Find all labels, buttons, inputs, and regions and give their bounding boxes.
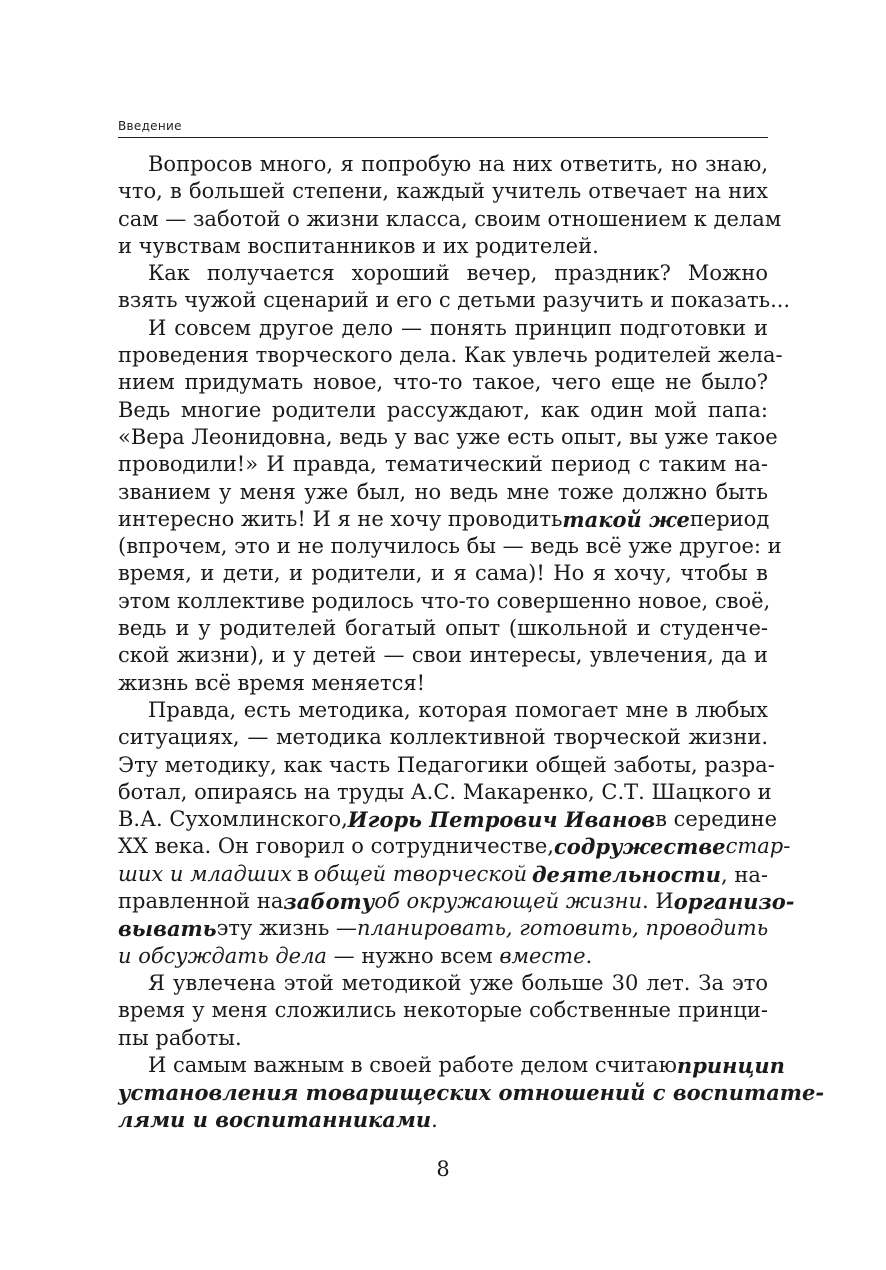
text-segment: , на- [721, 862, 768, 887]
text-line [118, 915, 768, 942]
emphasis-text: деятельности [531, 861, 722, 887]
paragraph-4 [118, 697, 795, 970]
text-line [118, 806, 778, 833]
text-segment: интересно жить! И я не хочу проводить [118, 506, 563, 531]
paragraph-5 [118, 970, 768, 1052]
paragraph-6 [118, 1052, 825, 1134]
text-line: званием у меня уже был, но ведь мне тоже должно быть [118, 479, 768, 504]
text-segment: правленной на [118, 889, 284, 914]
text-line: Эту методику, как часть Педагогики общей заботы, разра- [118, 752, 775, 777]
paragraph-2 [118, 260, 791, 315]
text-line: и чувствам воспитанников и их родителей. [118, 233, 599, 258]
text-line: Я увлечена этой методикой уже больше 30 лет. За это [148, 970, 768, 995]
text-line: взять чужой сценарий и его с детьми разучить и показать... [118, 288, 791, 313]
text-segment: эту жизнь — [216, 916, 357, 941]
text-line: жизнь всё время меняется! [118, 670, 426, 695]
italic-text: общей творческой [313, 861, 528, 886]
text-line: И совсем другое дело — понять принцип подготовки и [148, 315, 768, 340]
emphasis-text: лями и воспитанниками [118, 1107, 432, 1133]
text-line: что, в большей степени, каждый учитель отвечает на них [118, 179, 768, 204]
emphasis-line: установления товарищеских отношений с воспитате- [118, 1080, 825, 1106]
emphasis-text: организо- [673, 889, 795, 915]
running-header [118, 118, 768, 140]
text-line: время, и дети, и родители, и я сама)! Но я хочу, чтобы в [118, 561, 768, 586]
text-segment: . [431, 1108, 438, 1133]
text-line [118, 506, 768, 533]
text-line: сам — заботой о жизни класса, своим отношением к делам [118, 206, 782, 231]
text-segment: . [585, 943, 593, 968]
text-line: нием придумать новое, что-то такое, чего еще не было? [118, 370, 768, 395]
italic-text: и обсуждать дела [118, 943, 327, 968]
text-line: Правда, есть методика, которая помогает мне в любых [148, 697, 768, 722]
text-line [118, 833, 791, 860]
text-line [118, 888, 795, 915]
emphasis-text: содружестве [553, 834, 726, 860]
emphasis-text: Игорь Петрович Иванов [347, 807, 656, 833]
text-segment: период [689, 506, 770, 531]
paragraph-3 [118, 315, 783, 697]
text-line: ситуациях, — методика коллективной творческой жизни. [118, 725, 768, 750]
text-line: ской жизни), и у детей — свои интересы, увлечения, да и [118, 643, 768, 668]
text-line: этом коллективе родилось что-то совершенно новое, своё, [118, 588, 771, 613]
emphasis-text: принцип [676, 1052, 785, 1078]
italic-text: об окружающей жизни [374, 889, 643, 914]
italic-text: планировать, готовить, проводить [356, 916, 769, 941]
header-rule [118, 137, 768, 138]
text-line: Ведь многие родители рассуждают, как один мой папа: [118, 397, 768, 422]
text-segment: В.А. Сухомлинского, [118, 807, 348, 832]
text-segment: в [296, 861, 309, 886]
text-segment: в середине [655, 807, 778, 832]
text-line: ведь и у родителей богатый опыт (школьной и студенче- [118, 616, 768, 641]
text-segment: . И [642, 889, 674, 914]
text-line: (впрочем, это и не получилось бы — ведь всё уже другое: и [118, 534, 782, 559]
italic-text: стар- [725, 834, 791, 859]
text-line: «Вера Леонидовна, ведь у вас уже есть опыт, вы уже такое [118, 424, 778, 449]
paragraph-1 [118, 151, 782, 260]
text-line: проведения творческого дела. Как увлечь родителей жела- [118, 343, 783, 368]
text-segment: — нужно всем [333, 943, 493, 968]
page-number: 8 [436, 1157, 450, 1181]
text-line [118, 1106, 768, 1133]
italic-text: вместе [499, 943, 586, 968]
text-line [118, 943, 768, 970]
italic-text: ших и младших [118, 861, 293, 886]
emphasis-text: заботу [283, 889, 375, 915]
text-line: Вопросов много, я попробую на них ответить, но знаю, [148, 152, 768, 176]
text-line: пы работы. [118, 1025, 242, 1050]
emphasis-text: вывать [118, 916, 217, 942]
text-line [118, 861, 768, 888]
text-segment: XX века. Он говорил о сотрудничестве, [118, 834, 554, 859]
text-line: проводили!» И правда, тематический период с таким на- [118, 452, 768, 477]
text-line [118, 1052, 785, 1079]
text-line: ботал, опираясь на труды А.С. Макаренко, С.Т. Шацкого и [118, 779, 772, 804]
emphasis-text: такой же [562, 506, 690, 532]
text-segment: И самым важным в своей работе делом считаю [148, 1052, 677, 1077]
page-body [118, 151, 825, 1134]
text-line: Как получается хороший вечер, праздник? Можно [148, 261, 768, 286]
section-title: Введение [118, 119, 182, 133]
text-line: время у меня сложились некоторые собственные принци- [118, 998, 768, 1023]
